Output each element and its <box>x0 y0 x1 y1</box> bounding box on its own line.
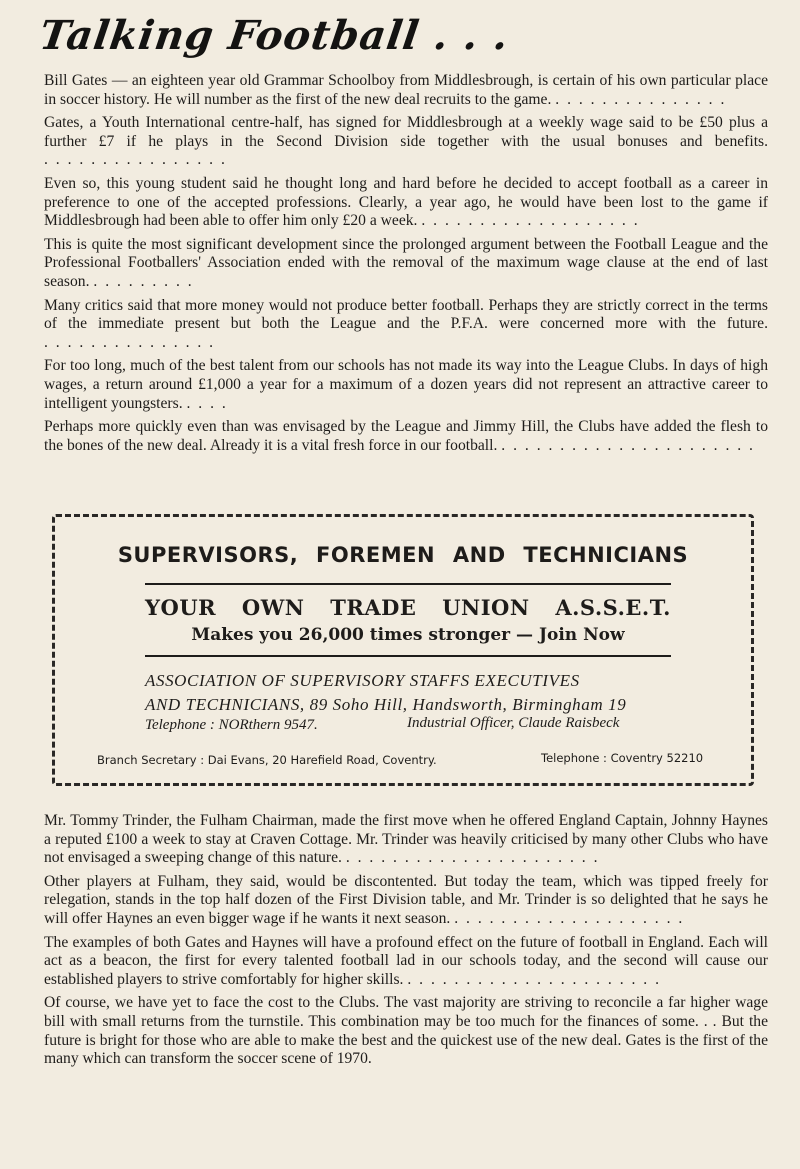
article-paragraph: This is quite the most significant development since the prolonged argument between the Football League and the Professional Footballers' Association ended with the removal of the maximum wage clause at the end of last season. . . . . . . . . . <box>44 235 768 290</box>
article-top <box>44 72 768 460</box>
article-paragraph: Many critics said that more money would not produce better football. Perhaps they are strictly correct in the terms of the immediate present but both the League and the P.F.A. were concerned more with the future. . . . . . . . . . . . . . . . <box>44 296 768 351</box>
ad-divider <box>145 583 671 585</box>
ad-officer: Industrial Officer, Claude Raisbeck <box>407 715 620 731</box>
article-paragraph: Other players at Fulham, they said, would be discontented. But today the team, which was tipped freely for relegation, stands in the top half dozen of the First Division table, and Mr. Trinder is so delighted that he says he will offer Haynes an even bigger wage if he wants it next season. . . . . . . . . . . . . . . . . . . . . <box>44 872 768 927</box>
ad-telephone: Telephone : NORthern 9547. <box>145 717 318 733</box>
article-bottom <box>44 812 768 1074</box>
article-paragraph: Gates, a Youth International centre-half, has signed for Middlesbrough at a weekly wage said to be £50 plus a further £7 if he plays in the Second Division side together with the usual bonuses and benefits. . . . . . . . . . . . . . . . . <box>44 114 768 169</box>
article-paragraph: The examples of both Gates and Haynes will have a profound effect on the future of football in England. Each will act as a beacon, the first for every talented football lad in our schools today, and the second will cause our established players to strive comfortably for higher skills. . . . . . . . . . . . . . . . . . . . . . . <box>44 933 768 988</box>
ad-slogan: Makes you 26,000 times stronger — Join Now <box>191 625 625 645</box>
article-paragraph: Mr. Tommy Trinder, the Fulham Chairman, made the first move when he offered England Captain, Johnny Haynes a reputed £100 a week to stay at Craven Cottage. Mr. Trinder was heavily criticised by many other Clubs who have not envisaged a sweeping change of this nature. . . . . . . . . . . . . . . . . . . . . . . <box>44 812 768 867</box>
page-title: Talking Football . . . <box>36 12 513 59</box>
ad-divider <box>145 655 671 657</box>
union-advertisement <box>52 514 754 786</box>
ad-union-name: YOUR OWN TRADE UNION A.S.S.E.T. <box>145 595 671 620</box>
ad-branch-secretary: Branch Secretary : Dai Evans, 20 Harefield Road, Coventry. <box>97 753 437 767</box>
article-paragraph: Even so, this young student said he thought long and hard before he decided to accept football as a career in preference to one of the accepted professions. Clearly, a year ago, he would have been lost to the game if Middlesbrough had been able to offer him only £20 a week. . . . . . . . . . . . . . . . . . . . <box>44 174 768 230</box>
ad-address: ASSOCIATION OF SUPERVISORY STAFFS EXECUTIVES AND TECHNICIANS, 89 Soho Hill, Handsworth, Birmingham 19 <box>145 671 627 714</box>
ad-branch-telephone: Telephone : Coventry 52210 <box>541 751 704 765</box>
article-paragraph: For too long, much of the best talent from our schools has not made its way into the League Clubs. In days of high wages, a return around £1,000 a year for a maximum of a dozen years did not represent an attractive career to intelligent youngsters. . . . . <box>44 357 768 412</box>
article-paragraph: Bill Gates — an eighteen year old Grammar Schoolboy from Middlesbrough, is certain of his own particular place in soccer history. He will number as the first of the new deal recruits to the game. . . . . . . . . . . . . . . . <box>44 72 768 108</box>
ad-headline: SUPERVISORS, FOREMEN AND TECHNICIANS <box>117 543 689 567</box>
article-paragraph: Perhaps more quickly even than was envisaged by the League and Jimmy Hill, the Clubs have added the flesh to the bones of the new deal. Already it is a vital fresh force in our football. . . . . . . . . . . . . . . . . . . . . . . <box>44 418 768 454</box>
article-paragraph: Of course, we have yet to face the cost to the Clubs. The vast majority are striving to reconcile a far higher wage bill with small returns from the turnstile. This combination may be too much for the finances of some. . . But the future is bright for those who are able to make the best and the quickest use of the new deal. Gates is the first of the many which can transform the soccer scene of 1970. <box>44 994 768 1068</box>
